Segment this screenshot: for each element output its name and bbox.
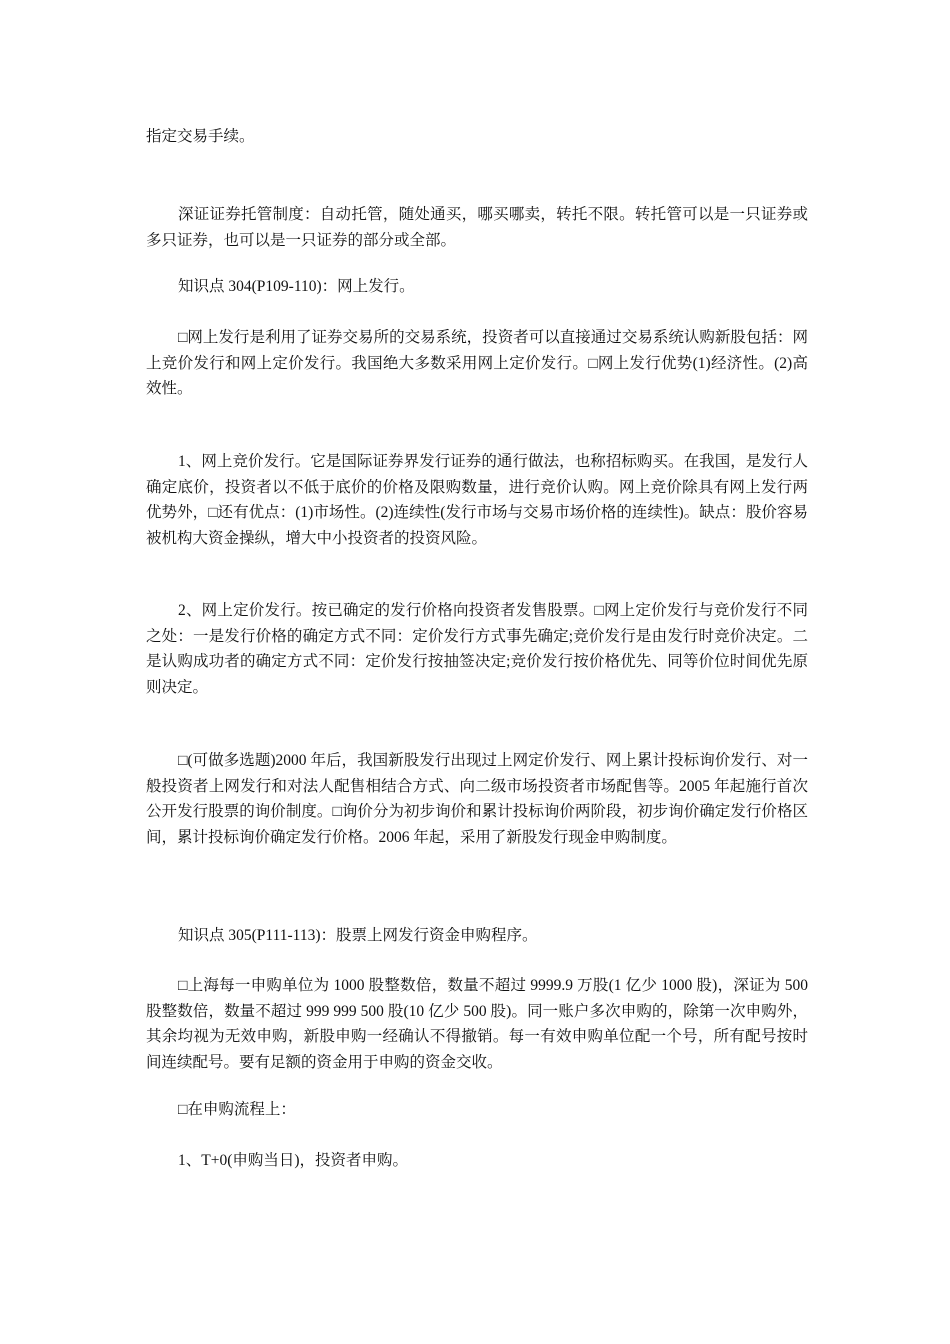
paragraph-knowledge-point-304: 知识点 304(P109-110)：网上发行。 <box>178 278 415 295</box>
paragraph-custody-system: 深证证券托管制度：自动托管，随处通买，哪买哪卖，转托不限。转托管可以是一只证券或多只证券，也可以是一只证券的部分或全部。 <box>146 206 808 249</box>
paragraph-online-bidding: 1、网上竞价发行。它是国际证券界发行证券的通行做法，也称招标购买。在我国，是发行人确定底价，投资者以不低于底价的价格及限购数量，进行竞价认购。网上竞价除具有网上发行两优势外，□还有优点：(1)市场性。(2)连续性(发行市场与交易市场价格的连续性)。缺点：股价容易被机构大资金操纵，增大中小投资者的投资风险。 <box>146 453 808 547</box>
paragraph-continuation: 指定交易手续。 <box>146 128 255 145</box>
paragraph-subscription-process: □在申购流程上： <box>178 1101 296 1118</box>
paragraph-step-t0: 1、T+0(申购当日)，投资者申购。 <box>178 1152 409 1169</box>
paragraph-issuance-history: □(可做多选题)2000 年后，我国新股发行出现过上网定价发行、网上累计投标询价发行、对一般投资者上网发行和对法人配售相结合方式、向二级市场投资者市场配售等。2005 年起施行首次公开发行股票的询价制度。□询价分为初步询价和累计投标询价两阶段，初步询价确定发行价格区间，累计投标询价确定发行价格。2006 年起，采用了新股发行现金申购制度。 <box>146 752 808 846</box>
paragraph-online-fixed-price: 2、网上定价发行。按已确定的发行价格向投资者发售股票。□网上定价发行与竞价发行不同之处：一是发行价格的确定方式不同：定价发行方式事先确定;竞价发行是由发行时竞价决定。二是认购成功者的确定方式不同：定价发行按抽签决定;竞价发行按价格优先、同等价位时间优先原则决定。 <box>146 602 808 696</box>
paragraph-knowledge-point-305: 知识点 305(P111-113)：股票上网发行资金申购程序。 <box>178 927 538 944</box>
paragraph-subscription-rules: □上海每一申购单位为 1000 股整数倍，数量不超过 9999.9 万股(1 亿少 1000 股)，深证为 500 股整数倍，数量不超过 999 999 500 股(10 亿少 500 股)。同一账户多次申购的，除第一次申购外，其余均视为无效申购，新股申购一经确认不得撤销。每一有效申购单位配一个号，所有配号按时间连续配号。要有足额的资金用于申购的资金交收。 <box>146 977 808 1071</box>
paragraph-online-issuance: □网上发行是利用了证券交易所的交易系统，投资者可以直接通过交易系统认购新股包括：网上竞价发行和网上定价发行。我国绝大多数采用网上定价发行。□网上发行优势(1)经济性。(2)高效性。 <box>146 329 808 397</box>
